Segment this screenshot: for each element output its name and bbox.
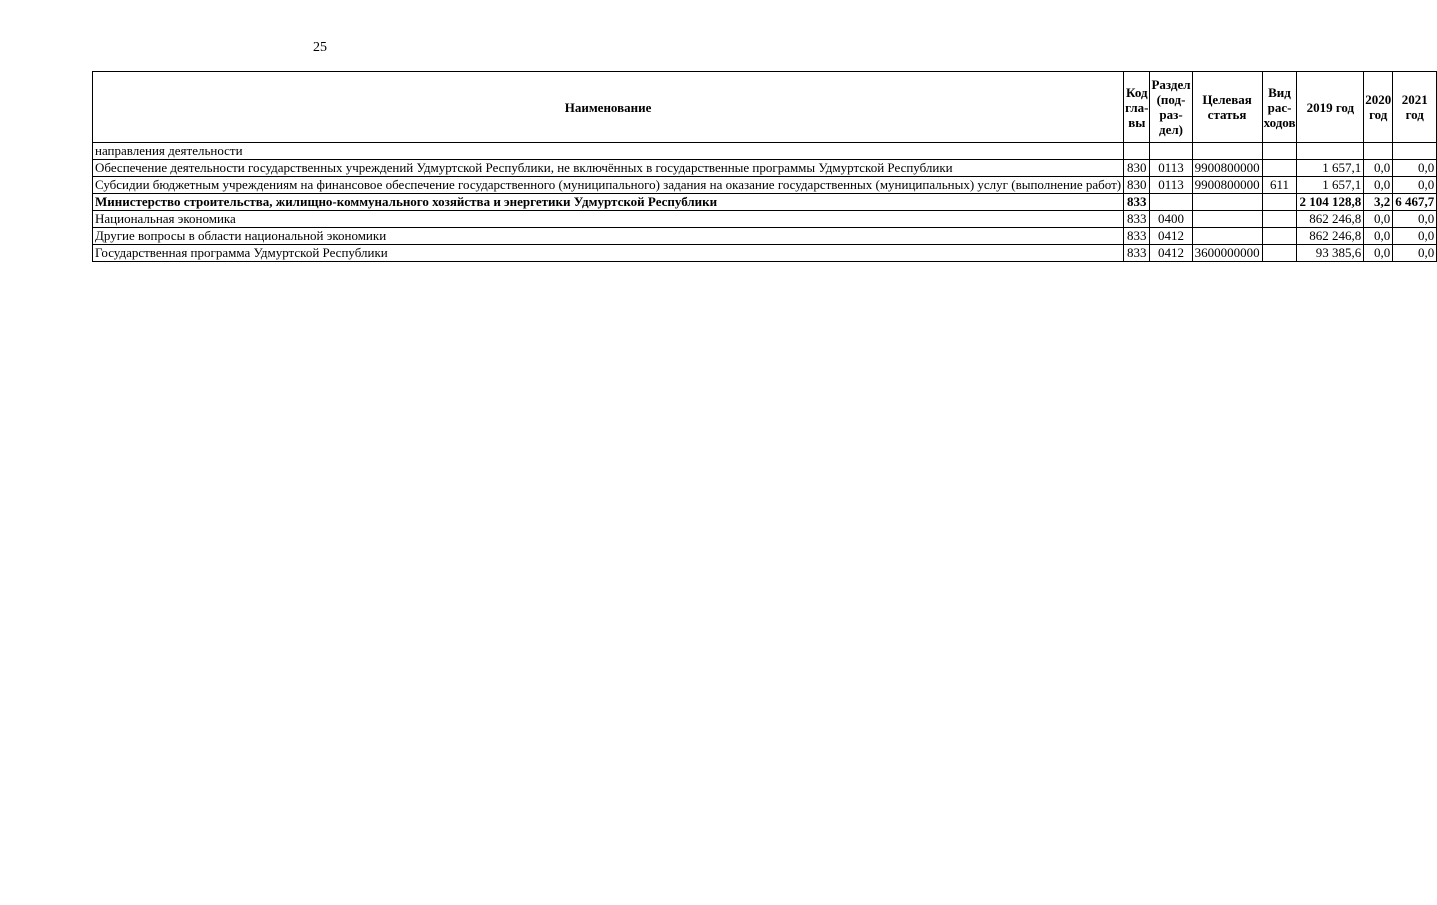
cell-2021 <box>1393 143 1437 160</box>
cell-section <box>1150 143 1192 160</box>
table-row <box>93 143 1437 160</box>
table-row <box>93 160 1437 177</box>
cell-2019: 93 385,6 <box>1297 245 1364 262</box>
cell-2020: 0,0 <box>1364 211 1393 228</box>
cell-2019: 1 657,1 <box>1297 160 1364 177</box>
budget-table <box>92 71 1437 262</box>
table-row <box>93 245 1437 262</box>
cell-2019 <box>1297 143 1364 160</box>
cell-2020: 3,2 <box>1364 194 1393 211</box>
cell-target <box>1192 211 1262 228</box>
cell-type <box>1262 160 1297 177</box>
cell-target <box>1192 143 1262 160</box>
cell-2021: 0,0 <box>1393 211 1437 228</box>
cell-code: 833 <box>1124 228 1150 245</box>
cell-2020: 0,0 <box>1364 245 1393 262</box>
cell-2019: 862 246,8 <box>1297 211 1364 228</box>
cell-2020 <box>1364 143 1393 160</box>
table-row <box>93 177 1437 194</box>
cell-code <box>1124 143 1150 160</box>
cell-2020: 0,0 <box>1364 228 1393 245</box>
cell-type <box>1262 211 1297 228</box>
col-header-target: Целевая статья <box>1192 72 1262 143</box>
cell-2021: 0,0 <box>1393 228 1437 245</box>
cell-2020: 0,0 <box>1364 160 1393 177</box>
cell-section: 0412 <box>1150 228 1192 245</box>
cell-target <box>1192 194 1262 211</box>
cell-code: 830 <box>1124 177 1150 194</box>
cell-section <box>1150 194 1192 211</box>
cell-name: Национальная экономика <box>93 211 1124 228</box>
cell-type <box>1262 245 1297 262</box>
cell-type <box>1262 143 1297 160</box>
cell-2021: 0,0 <box>1393 245 1437 262</box>
col-header-2019: 2019 год <box>1297 72 1364 143</box>
col-header-code: Код гла-вы <box>1124 72 1150 143</box>
cell-name: Субсидии бюджетным учреждениям на финансовое обеспечение государственного (муниципального) задания на оказание государственных (муниципальных) услуг (выполнение работ) <box>93 177 1124 194</box>
cell-type <box>1262 228 1297 245</box>
cell-target: 9900800000 <box>1192 160 1262 177</box>
col-header-type: Вид рас-ходов <box>1262 72 1297 143</box>
cell-target <box>1192 228 1262 245</box>
cell-section: 0412 <box>1150 245 1192 262</box>
cell-name: Обеспечение деятельности государственных учреждений Удмуртской Республики, не включённых в государственные программы Удмуртской Республики <box>93 160 1124 177</box>
cell-name: Другие вопросы в области национальной экономики <box>93 228 1124 245</box>
table-row <box>93 194 1437 211</box>
page-number: 25 <box>313 40 327 55</box>
col-header-2021: 2021 год <box>1393 72 1437 143</box>
cell-type <box>1262 194 1297 211</box>
cell-2021: 6 467,7 <box>1393 194 1437 211</box>
cell-target: 3600000000 <box>1192 245 1262 262</box>
col-header-section: Раздел (под-раз-дел) <box>1150 72 1192 143</box>
header-row <box>93 72 1437 143</box>
col-header-name: Наименование <box>93 72 1124 143</box>
cell-2021: 0,0 <box>1393 177 1437 194</box>
cell-code: 833 <box>1124 194 1150 211</box>
cell-name: направления деятельности <box>93 143 1124 160</box>
cell-section: 0113 <box>1150 160 1192 177</box>
cell-name: Министерство строительства, жилищно-коммунального хозяйства и энергетики Удмуртской Республики <box>93 194 1124 211</box>
cell-code: 830 <box>1124 160 1150 177</box>
cell-section: 0400 <box>1150 211 1192 228</box>
cell-2021: 0,0 <box>1393 160 1437 177</box>
cell-2019: 1 657,1 <box>1297 177 1364 194</box>
cell-2020: 0,0 <box>1364 177 1393 194</box>
table-row <box>93 211 1437 228</box>
cell-name: Государственная программа Удмуртской Республики <box>93 245 1124 262</box>
cell-code: 833 <box>1124 245 1150 262</box>
cell-target: 9900800000 <box>1192 177 1262 194</box>
table-row <box>93 228 1437 245</box>
cell-2019: 862 246,8 <box>1297 228 1364 245</box>
cell-type: 611 <box>1262 177 1297 194</box>
cell-2019: 2 104 128,8 <box>1297 194 1364 211</box>
cell-code: 833 <box>1124 211 1150 228</box>
cell-section: 0113 <box>1150 177 1192 194</box>
col-header-2020: 2020 год <box>1364 72 1393 143</box>
